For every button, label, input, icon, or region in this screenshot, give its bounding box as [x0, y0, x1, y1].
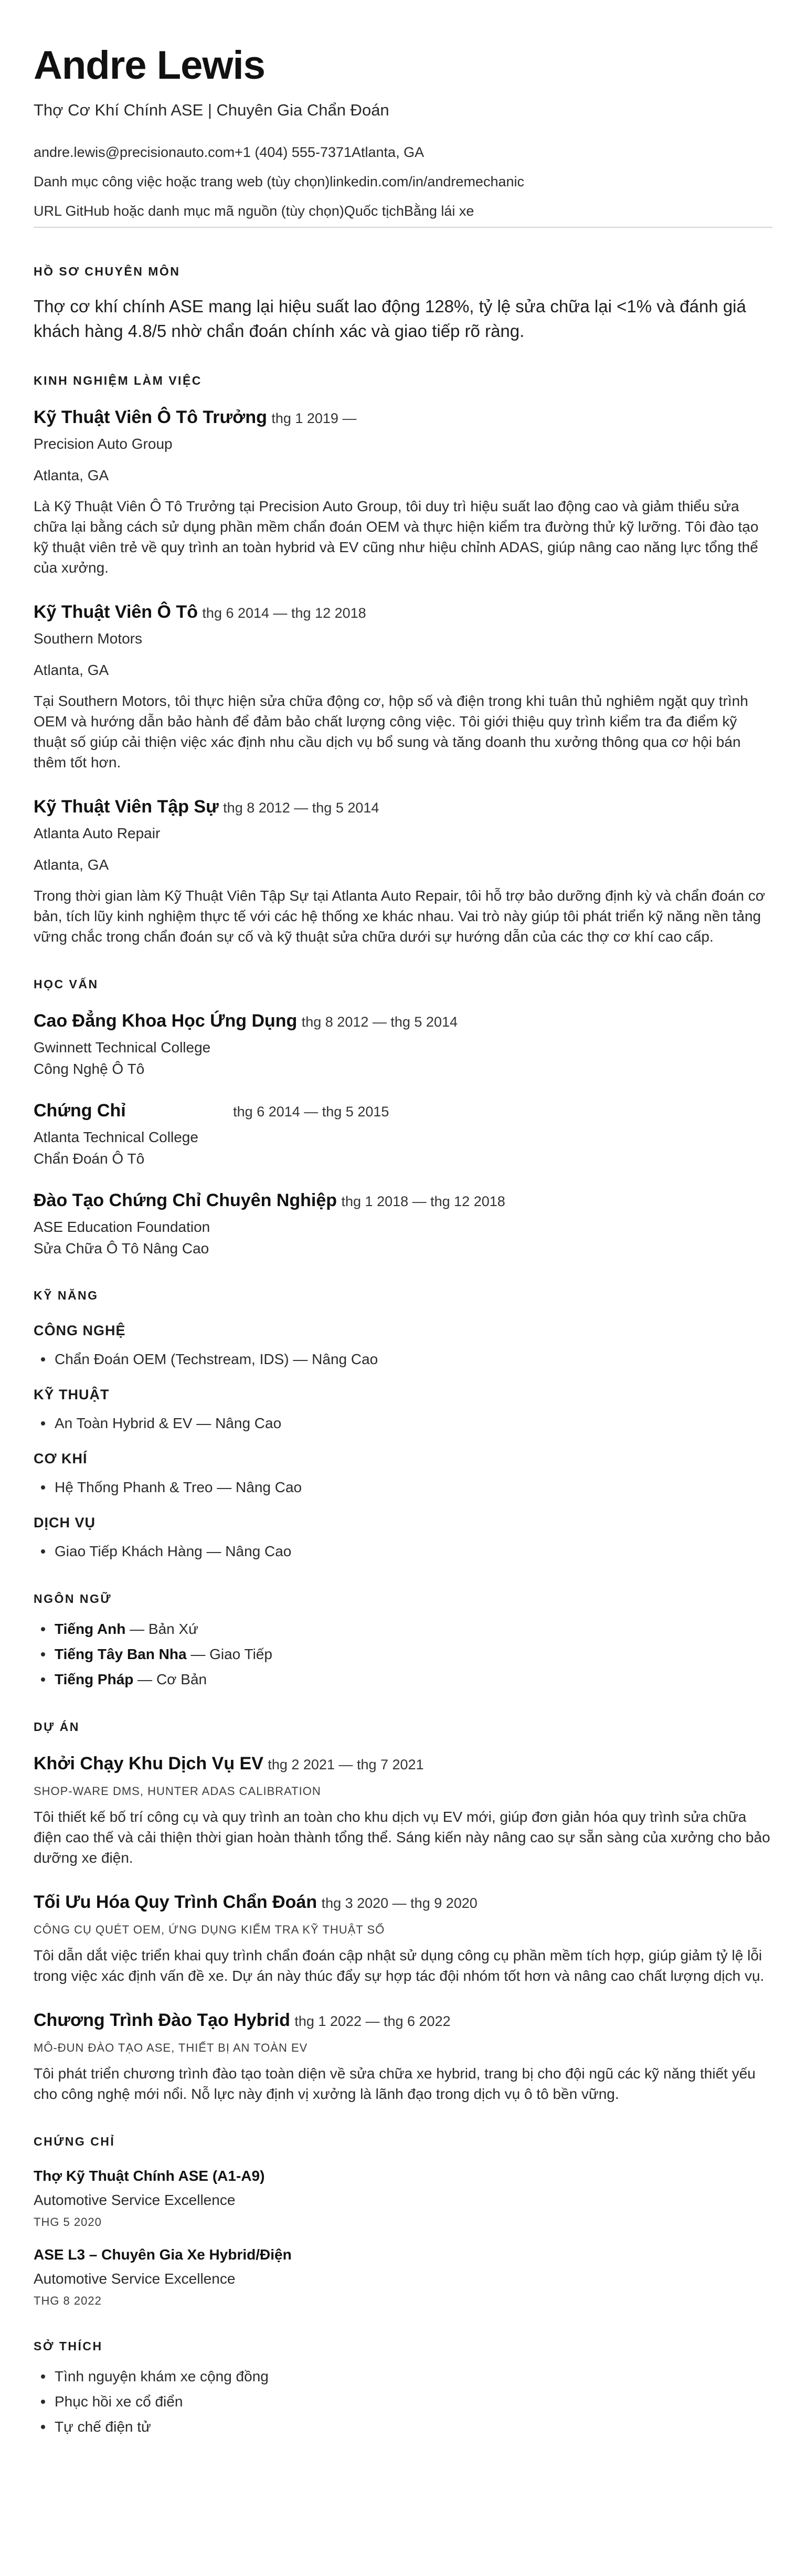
skill-group	[34, 1449, 772, 1497]
company-name: Atlanta Auto Repair	[34, 825, 161, 841]
job-dates: thg 8 2012 — thg 5 2014	[223, 800, 379, 816]
projects-section	[34, 1719, 772, 2104]
project-name: Khởi Chạy Khu Dịch Vụ EV	[34, 1754, 263, 1773]
skill-list	[34, 1477, 772, 1497]
certification-date: THG 8 2022	[34, 2294, 102, 2307]
skill-list	[34, 1349, 772, 1369]
skill-group	[34, 1321, 772, 1369]
certification-entry	[34, 2166, 772, 2230]
language-level: — Cơ Bản	[133, 1671, 207, 1687]
interest-list	[34, 2367, 772, 2437]
section-title-projects: DỰ ÁN	[34, 1720, 80, 1734]
summary-section	[34, 263, 772, 343]
job-dates: thg 1 2019 —	[271, 410, 357, 426]
project-entry	[34, 2009, 772, 2104]
job-dates: thg 6 2014 — thg 12 2018	[202, 605, 366, 621]
project-name: Chương Trình Đào Tạo Hybrid	[34, 2010, 290, 2030]
candidate-headline: Thợ Cơ Khí Chính ASE | Chuyên Gia Chẩn Đoán	[34, 101, 389, 119]
language-item	[34, 1619, 772, 1639]
education-dates: thg 6 2014 — thg 5 2015	[233, 1104, 389, 1120]
section-title-interests: SỞ THÍCH	[34, 2339, 103, 2353]
degree-title: Chứng Chỉ	[34, 1101, 126, 1121]
job-description: Là Kỹ Thuật Viên Ô Tô Trưởng tại Precision Auto Group, tôi duy trì hiệu suất lao động cao và giảm thiểu sửa chữa lại bằng cách sử dụng phần mềm chẩn đoán OEM và thực hiện kiểm tra đường thử kỹ lưỡng. Tôi đào tạo kỹ thuật viên trẻ về quy trình an toàn hybrid và EV cũng như hiệu chỉnh ADAS, giúp nâng cao năng lực tổng thể của xưởng.	[34, 498, 759, 576]
skill-category: CƠ KHÍ	[34, 1451, 88, 1466]
school-name: Gwinnett Technical College	[34, 1039, 211, 1055]
job-title: Kỹ Thuật Viên Ô Tô Trưởng	[34, 407, 267, 427]
language-item	[34, 1644, 772, 1664]
skill-list	[34, 1413, 772, 1433]
experience-heading	[34, 406, 772, 432]
section-title-certifications: CHỨNG CHỈ	[34, 2135, 115, 2148]
project-entry	[34, 1752, 772, 1868]
project-heading	[34, 1891, 772, 1917]
education-heading	[34, 1100, 772, 1125]
school-name: Atlanta Technical College	[34, 1129, 198, 1145]
section-title-skills: KỸ NĂNG	[34, 1289, 99, 1302]
education-entry	[34, 1010, 772, 1079]
skill-item: Chẩn Đoán OEM (Techstream, IDS) — Nâng Cao	[34, 1349, 772, 1369]
contact-line-email-phone-location: andre.lewis@precisionauto.com+1 (404) 555-7371Atlanta, GA	[34, 144, 425, 160]
project-description: Tôi dẫn dắt việc triển khai quy trình chẩn đoán cập nhật sử dụng công cụ phần mềm tích hợp, giúp giảm tỷ lệ lỗi trong việc xác định vấn đề xe. Dự án này thúc đẩy sự hợp tác đội nhóm tốt hơn và nâng cao chất lượng dịch vụ.	[34, 1947, 765, 1984]
project-entry	[34, 1891, 772, 1986]
job-location: Atlanta, GA	[34, 857, 109, 873]
education-entry	[34, 1189, 772, 1258]
education-heading	[34, 1010, 772, 1036]
project-technologies: MÔ-ĐUN ĐÀO TẠO ASE, THIẾT BỊ AN TOÀN EV	[34, 2041, 308, 2054]
language-item	[34, 1670, 772, 1690]
skill-category: KỸ THUẬT	[34, 1387, 110, 1402]
interest-item: Tự chế điện tử	[34, 2417, 772, 2437]
interest-item: Tình nguyện khám xe cộng đồng	[34, 2367, 772, 2387]
education-section	[34, 976, 772, 1258]
degree-title: Cao Đẳng Khoa Học Ứng Dụng	[34, 1011, 298, 1031]
experience-heading	[34, 796, 772, 821]
certification-entry	[34, 2245, 772, 2309]
language-list	[34, 1619, 772, 1690]
school-name: ASE Education Foundation	[34, 1219, 210, 1235]
header-divider	[34, 227, 772, 228]
language-level: — Bản Xứ	[125, 1621, 198, 1637]
project-dates: thg 3 2020 — thg 9 2020	[321, 1895, 478, 1911]
project-heading	[34, 2009, 772, 2035]
skill-group	[34, 1385, 772, 1433]
section-title-summary: HỒ SƠ CHUYÊN MÔN	[34, 265, 181, 278]
job-title: Kỹ Thuật Viên Ô Tô	[34, 602, 198, 622]
section-title-languages: NGÔN NGỮ	[34, 1592, 112, 1606]
skill-category: CÔNG NGHỆ	[34, 1323, 126, 1338]
project-description: Tôi phát triển chương trình đào tạo toàn diện về sửa chữa xe hybrid, trang bị cho đội ngũ các kỹ năng thiết yếu cho công nghệ mới nổi. Nỗ lực này định vị xưởng là lãnh đạo trong dịch vụ ô tô bền vững.	[34, 2065, 756, 2102]
skill-item: Giao Tiếp Khách Hàng — Nâng Cao	[34, 1542, 772, 1561]
skill-item: Hệ Thống Phanh & Treo — Nâng Cao	[34, 1477, 772, 1497]
job-description: Trong thời gian làm Kỹ Thuật Viên Tập Sự tại Atlanta Auto Repair, tôi hỗ trợ bảo dưỡng định kỳ và chẩn đoán cơ bản, tích lũy kinh nghiệm thực tế với các hệ thống xe khác nhau. Vai trò này giúp tôi phát triển kỹ năng nền tảng vững chắc trong chẩn đoán sự cố và kỹ thuật sửa chữa dưới sự hướng dẫn của các thợ cơ khí cao cấp.	[34, 888, 766, 945]
job-title: Kỹ Thuật Viên Tập Sự	[34, 797, 219, 817]
language-level: — Giao Tiếp	[186, 1646, 272, 1662]
languages-section	[34, 1591, 772, 1690]
certification-issuer: Automotive Service Excellence	[34, 2192, 236, 2208]
company-name: Southern Motors	[34, 630, 142, 647]
field-of-study: Sửa Chữa Ô Tô Nâng Cao	[34, 1240, 209, 1257]
field-of-study: Công Nghệ Ô Tô	[34, 1061, 145, 1077]
certification-name: ASE L3 – Chuyên Gia Xe Hybrid/Điện	[34, 2246, 292, 2263]
job-location: Atlanta, GA	[34, 467, 109, 483]
experience-heading	[34, 601, 772, 627]
section-title-experience: KINH NGHIỆM LÀM VIỆC	[34, 374, 202, 387]
company-name: Precision Auto Group	[34, 436, 173, 452]
section-title-education: HỌC VẤN	[34, 977, 99, 991]
project-heading	[34, 1752, 772, 1778]
education-dates: thg 1 2018 — thg 12 2018	[341, 1194, 505, 1209]
experience-entry	[34, 796, 772, 947]
experience-entry	[34, 406, 772, 578]
job-location: Atlanta, GA	[34, 662, 109, 678]
certification-name: Thợ Kỹ Thuật Chính ASE (A1-A9)	[34, 2168, 265, 2184]
contact-line-github-nationality-license: URL GitHub hoặc danh mục mã nguồn (tùy chọn)Quốc tịchBằng lái xe	[34, 203, 474, 219]
resume-header	[34, 42, 772, 228]
skills-section	[34, 1287, 772, 1561]
experience-entry	[34, 601, 772, 773]
interests-section	[34, 2338, 772, 2437]
degree-title: Đào Tạo Chứng Chỉ Chuyên Nghiệp	[34, 1190, 337, 1210]
project-technologies: CÔNG CỤ QUÉT OEM, ỨNG DỤNG KIỂM TRA KỸ THUẬT SỐ	[34, 1923, 385, 1936]
education-heading	[34, 1189, 772, 1215]
summary-text: Thợ cơ khí chính ASE mang lại hiệu suất lao động 128%, tỷ lệ sửa chữa lại <1% và đánh giá khách hàng 4.8/5 nhờ chẩn đoán chính xác và giao tiếp rõ ràng.	[34, 297, 746, 341]
certifications-section	[34, 2134, 772, 2309]
education-entry	[34, 1100, 772, 1168]
project-name: Tối Ưu Hóa Quy Trình Chẩn Đoán	[34, 1892, 317, 1912]
project-technologies: SHOP-WARE DMS, HUNTER ADAS CALIBRATION	[34, 1785, 321, 1798]
language-name: Tiếng Anh	[55, 1621, 126, 1637]
job-description: Tại Southern Motors, tôi thực hiện sửa chữa động cơ, hộp số và điện trong khi tuân thủ nghiêm ngặt quy trình OEM và hướng dẫn bảo hành để đảm bảo chất lượng công việc. Tôi giới thiệu quy trình kiểm tra đa điểm kỹ thuật số giúp cải thiện việc xác định nhu cầu dịch vụ bổ sung và tăng doanh thu xưởng thông qua cơ hội bán thêm tốt hơn.	[34, 693, 748, 770]
field-of-study: Chẩn Đoán Ô Tô	[34, 1150, 145, 1167]
skill-group	[34, 1513, 772, 1561]
project-dates: thg 2 2021 — thg 7 2021	[268, 1757, 424, 1772]
education-dates: thg 8 2012 — thg 5 2014	[301, 1014, 458, 1030]
certification-issuer: Automotive Service Excellence	[34, 2271, 236, 2287]
language-name: Tiếng Tây Ban Nha	[55, 1646, 187, 1662]
skill-item: An Toàn Hybrid & EV — Nâng Cao	[34, 1413, 772, 1433]
skill-list	[34, 1542, 772, 1561]
candidate-name: Andre Lewis	[34, 43, 265, 88]
experience-section	[34, 373, 772, 947]
certification-date: THG 5 2020	[34, 2215, 102, 2229]
language-name: Tiếng Pháp	[55, 1671, 134, 1687]
skill-category: DỊCH VỤ	[34, 1515, 96, 1530]
project-description: Tôi thiết kế bố trí công cụ và quy trình an toàn cho khu dịch vụ EV mới, giúp đơn giản hóa quy trình sửa chữa điện cao thế và cải thiện thời gian hoàn thành tổng thể. Sáng kiến này nâng cao sự sẵn sàng của xưởng cho bảo dưỡng xe điện.	[34, 1809, 770, 1866]
project-dates: thg 1 2022 — thg 6 2022	[294, 2013, 451, 2029]
interest-item: Phục hồi xe cổ điển	[34, 2392, 772, 2412]
contact-line-portfolio-linkedin: Danh mục công việc hoặc trang web (tùy chọn)linkedin.com/in/andremechanic	[34, 174, 524, 189]
